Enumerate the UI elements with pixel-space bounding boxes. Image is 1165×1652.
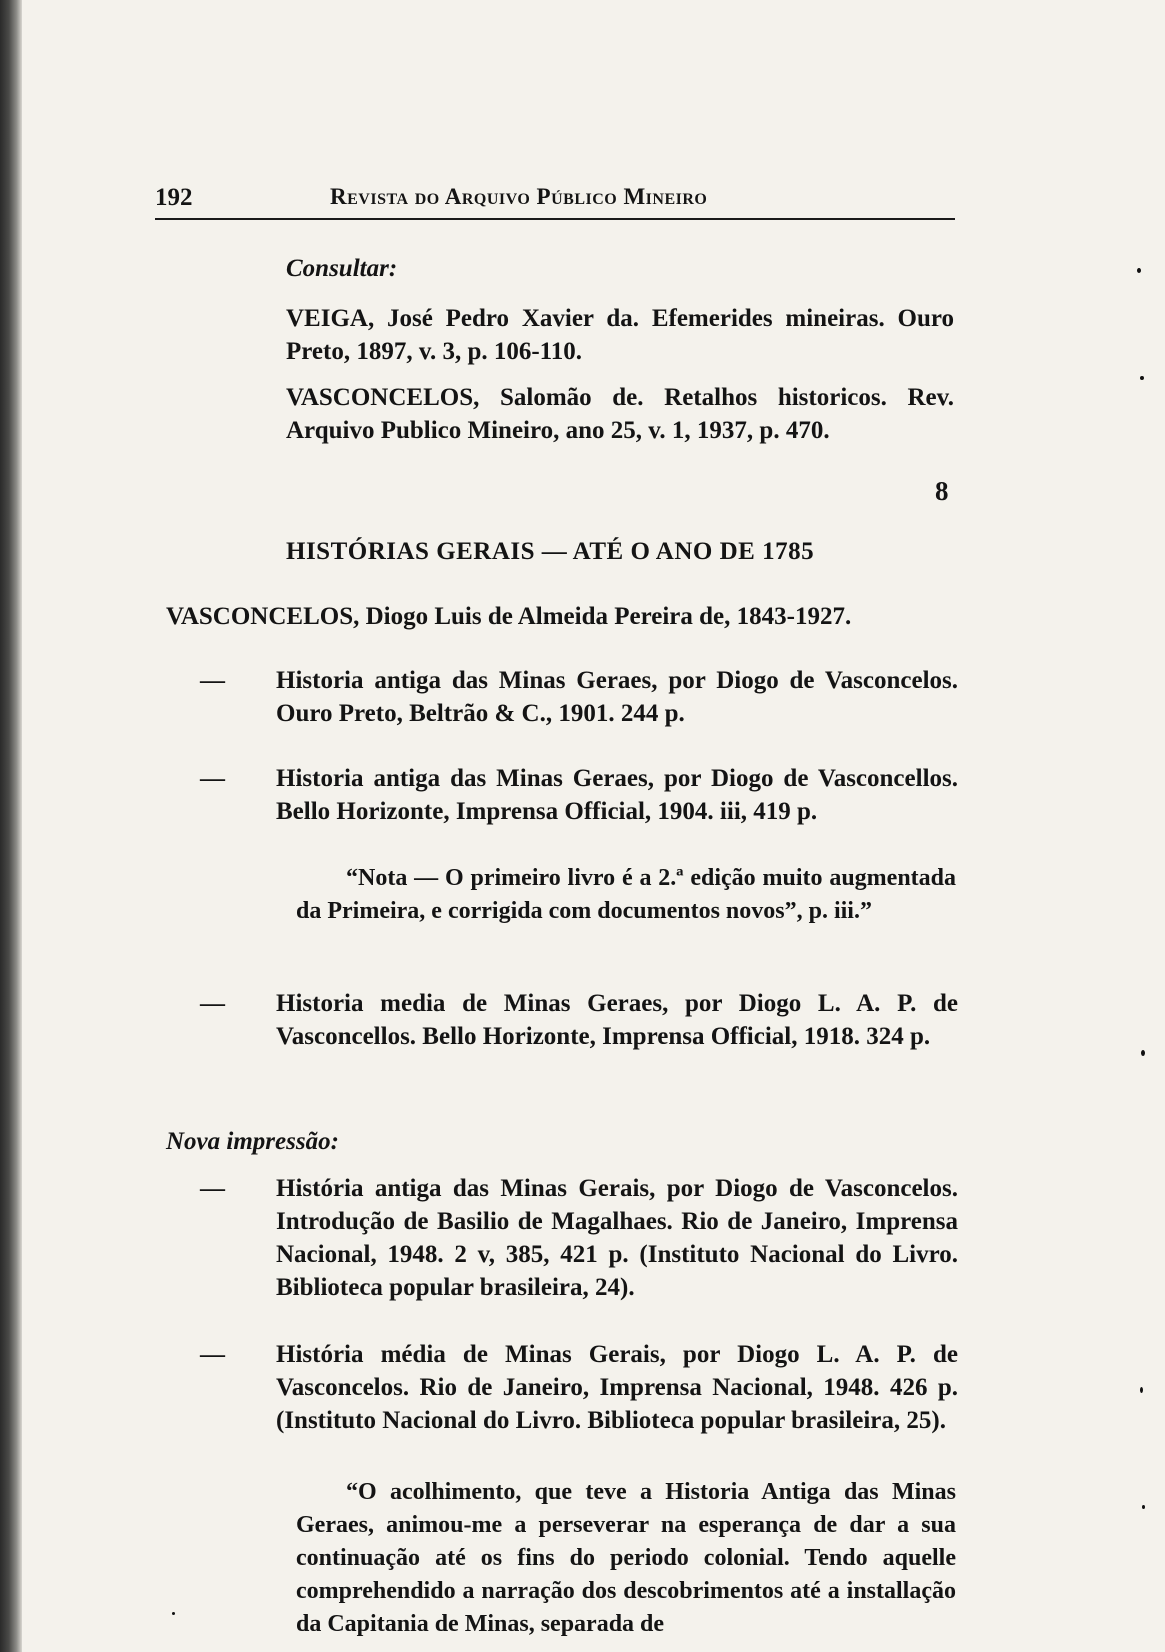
- consultar-entry: VASCONCELOS, Salomão de. Retalhos historicos. Rev. Arquivo Publico Mineiro, ano 25, v. 1, 1937, p. 470.: [286, 384, 954, 444]
- scan-speck: [1142, 1505, 1145, 1509]
- entry-dash: —: [200, 765, 225, 792]
- reprint-text: História antiga das Minas Gerais, por Diogo de Vasconcelos. Introdução de Basilio de Magalhaes. Rio de Janeiro, Imprensa Nacional, 1948. 2 v, 385, 421 p. (Instituto Nacional do Livro. Biblioteca popular brasileira, 24).: [276, 1175, 958, 1301]
- section-title: HISTÓRIAS GERAIS — ATÉ O ANO DE 1785: [286, 538, 815, 565]
- running-title: Revista do Arquivo Público Mineiro: [330, 184, 708, 209]
- scan-speck: [1140, 1387, 1143, 1393]
- work-entry: [200, 987, 958, 1053]
- entry-dash: —: [200, 1341, 225, 1368]
- section-number: 8: [935, 476, 949, 506]
- consultar-entry: VEIGA, José Pedro Xavier da. Efemerides mineiras. Ouro Preto, 1897, v. 3, p. 106-110.: [286, 305, 954, 365]
- page-number: 192: [155, 184, 193, 211]
- work-text: Historia media de Minas Geraes, por Diogo L. A. P. de Vasconcellos. Bello Horizonte, Imprensa Official, 1918. 324 p.: [276, 990, 958, 1050]
- work-text: Historia antiga das Minas Geraes, por Diogo de Vasconcellos. Bello Horizonte, Imprensa Official, 1904. iii, 419 p.: [276, 765, 958, 825]
- author-heading: VASCONCELOS, Diogo Luis de Almeida Pereira de, 1843-1927.: [166, 603, 852, 630]
- scan-speck: [1141, 1050, 1145, 1056]
- reprint-text: História média de Minas Gerais, por Diogo L. A. P. de Vasconcelos. Rio de Janeiro, Imprensa Nacional, 1948. 426 p. (Instituto Nacional do Livro. Biblioteca popular brasileira, 25).: [276, 1341, 958, 1434]
- scan-speck: [1137, 268, 1141, 273]
- consultar-label: Consultar:: [286, 255, 398, 282]
- reprint-entry: [200, 1172, 958, 1304]
- work-entry: [200, 664, 958, 730]
- entry-dash: —: [200, 667, 225, 694]
- header-rule: [155, 218, 955, 220]
- entry-dash: —: [200, 990, 225, 1017]
- closing-quote: “O acolhimento, que teve a Historia Antiga das Minas Geraes, animou-me a perseverar na esperança de dar a sua continuação até os fins do periodo colonial. Tendo aquelle comprehendido a narração dos descobrimentos até a installação da Capitania de Minas, separada de: [296, 1479, 956, 1637]
- reprint-entry: [200, 1338, 958, 1437]
- work-text: Historia antiga das Minas Geraes, por Diogo de Vasconcelos. Ouro Preto, Beltrão & C., 1901. 244 p.: [276, 667, 958, 727]
- work-entry: [200, 762, 958, 828]
- scan-speck: [1140, 376, 1144, 380]
- nova-impressao-label: Nova impressão:: [166, 1128, 339, 1155]
- scan-speck: [172, 1612, 175, 1615]
- entry-dash: —: [200, 1175, 225, 1202]
- note-quote: “Nota — O primeiro livro é a 2.ª edição muito augmentada da Primeira, e corrigida com documentos novos”, p. iii.”: [296, 865, 956, 924]
